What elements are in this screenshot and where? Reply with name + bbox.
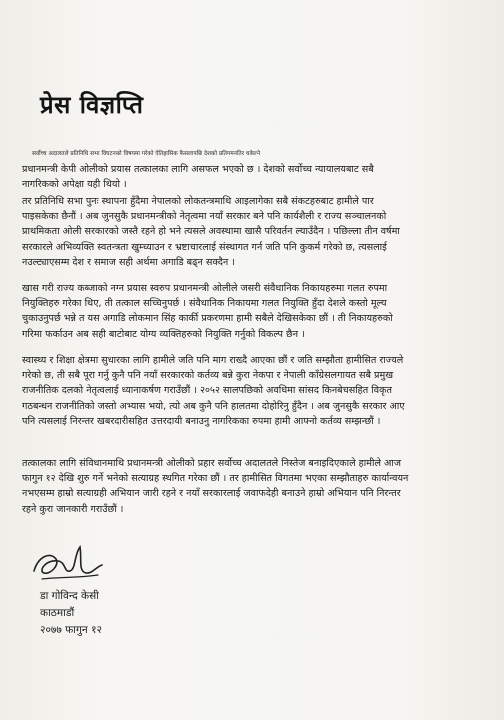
signatory-place: काठमाडौं xyxy=(40,607,75,619)
paragraph-5 xyxy=(22,456,484,517)
signatory-block xyxy=(40,588,102,639)
paragraph-3 xyxy=(22,281,484,342)
paragraph-line: स्वास्थ्य र शिक्षा क्षेत्रमा सुधारका लागि हामीले जति पनि माग राख्दै आएका छौं र जति सम्झौता हामीसित राज्यले xyxy=(22,355,404,366)
paragraph-line: चुकाउनुपर्छ भन्ने त यस अगाडि लोकमान सिंह कार्की प्रकरणमा हामी सबैले देखिसकेका छौं । ती निकायहरुको xyxy=(22,313,393,325)
paragraph-line: गरेको छ, ती सबै पूरा गर्नु कुनै पनि नयाँ सरकारको कर्तव्य बन्ने कुरा नेकपा र नेपाली काँग्रेसलगायत सबै प्रमुख xyxy=(22,370,394,382)
document-title: प्रेस विज्ञप्ति xyxy=(40,91,144,119)
paragraph-2 xyxy=(22,194,484,270)
signatory-date: २०७७ फागुन १२ xyxy=(40,624,102,636)
paragraph-line: रहने कुरा जानकारी गराउँछौं । xyxy=(22,503,124,515)
paragraph-4 xyxy=(22,353,484,429)
paragraph-line: तर प्रतिनिधि सभा पुनः स्थापना हुँदैमा नेपालको लोकतन्त्रमाथि आइलागेका सबै संकटहरुबाट हामीले पार xyxy=(22,196,374,207)
paragraph-line: प्राथमिकता ओली सरकारको जस्तै रहने हो भने त्यसले अवस्थामा खासै परिवर्तन ल्याउँदैन । पछिल्ला तीन वर्षमा xyxy=(22,226,400,238)
paragraph-line: पाइसकेका छैनौं । अब जुनसुकै प्रधानमन्त्रीको नेतृत्वमा नयाँ सरकार बने पनि कार्यशैली र राज्य सञ्चालनको xyxy=(22,211,387,223)
paragraph-1 xyxy=(22,147,484,193)
paragraph-line: नागरिकको अपेक्षा यही थियो । xyxy=(22,179,127,191)
signatory-name: डा गोविन्द केसी xyxy=(40,590,99,602)
paragraph-line: गरिमा फर्काउन अब सही बाटोबाट योग्य व्यक्तिहरुको नियुक्ति गर्नुको विकल्प छैन । xyxy=(22,328,305,340)
paragraph-line: गठबन्धन राजनीतिको जस्तो अभ्यास भयो, त्यो अब कुनै पनि हालतमा दोहोरिनु हुँदैन । अब जुनसुकै सरकार आए xyxy=(22,400,405,412)
paragraph-line: नभएसम्म हाम्रो सत्याग्रही अभियान जारी रहने र नयाँ सरकारलाई जवाफदेही बनाउने हाम्रो अभियान पनि निरन्तर xyxy=(22,488,401,500)
paragraph-line: राजनीतिक दलको नेतृत्वलाई ध्यानाकर्षण गराउँछौं । २०५२ सालपछिको अवधिमा सांसद किनबेचसहित विकृत xyxy=(22,385,392,397)
paragraph-line: नियुक्तिहरु गरेका थिए, ती तत्काल सच्चिनुपर्छ । संवैधानिक निकायमा गलत नियुक्ति हुँदा देशले कस्तो मूल्य xyxy=(22,298,387,310)
paragraph-line: नउल्ट्याएसम्म देश र समाज सही अर्थमा अगाडि बढ्न सक्दैन । xyxy=(22,256,235,268)
paragraph-line: तत्कालका लागि संविधानमाथि प्रधानमन्त्री ओलीको प्रहार सर्वोच्च अदालतले निस्तेज बनाइदिएकाले हामीले आज xyxy=(22,458,401,469)
paragraph-line: प्रधानमन्त्री केपी ओलीको प्रयास तत्कालका लागि असफल भएको छ । देशको सर्वोच्च न्यायालयबाट सबै xyxy=(22,164,374,176)
handwritten-signature xyxy=(28,537,108,587)
paragraph-line: फागुन १२ देखि शुरु गर्ने भनेको सत्याग्रह स्थगित गरेका छौं । तर हामीसित विगतमा भएका सम्झौताहरु कार्यान्वयन xyxy=(22,473,409,485)
paragraph-line: खास गरी राज्य कब्जाको नग्न प्रयास स्वरुप प्रधानमन्त्री ओलीले जसरी संवैधानिक निकायहरुमा गलत रुपमा xyxy=(22,283,388,294)
paragraph-line: सर्वोच्च अदालतले प्रतिनिधि सभा विघटनको विषयमा गरेको ऐतिहासिक फैसलापछि देशको प्रतिगमनतिर धकेल्ने xyxy=(32,151,261,157)
paragraph-line: पनि त्यसलाई निरन्तर खबरदारीसहित उत्तरदायी बनाउनु नागरिकका रुपमा हामी आफ्नो कर्तव्य सम्झन्छौं । xyxy=(22,415,381,427)
paragraph-line: सरकारले अभिव्यक्ति स्वतन्त्रता खुम्च्याउन र भ्रष्टाचारलाई संस्थागत गर्न जति पनि कुकर्म गरेको छ, त्यसलाई xyxy=(22,241,387,253)
